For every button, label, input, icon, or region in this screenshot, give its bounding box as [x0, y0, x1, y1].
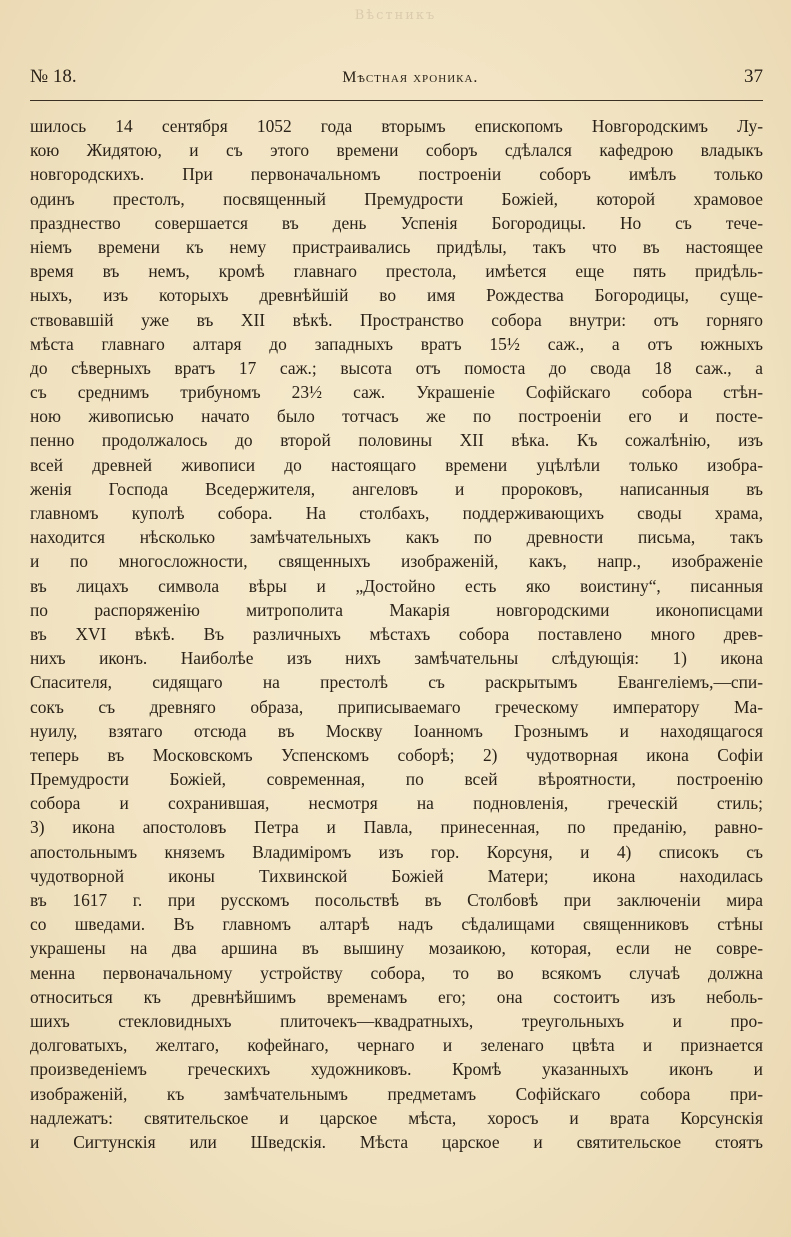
header-rule [30, 100, 763, 101]
text-line: въ XVI вѣкѣ. Въ различныхъ мѣстахъ собора поставлено много древ- [30, 623, 763, 644]
text-line: всей древней живописи до настоящаго времени уцѣлѣли только изобра- [30, 454, 763, 475]
text-line: и Сигтунскія или Шведскія. Мѣста царское и святительское стоятъ [30, 1131, 763, 1152]
text-line: мѣста главнаго алтаря до западныхъ вратъ 15½ саж., а отъ южныхъ [30, 333, 763, 354]
text-line: и по многосложности, священныхъ изображеній, какъ, напр., изображеніе [30, 551, 763, 572]
text-line: надлежатъ: святительское и царское мѣста, хоросъ и врата Корсунскія [30, 1107, 763, 1128]
text-line: женія Господа Вседержителя, ангеловъ и пророковъ, написанныя въ [30, 478, 763, 499]
bleed-through-text: Вѣстникъ [354, 8, 437, 23]
text-line: до сѣверныхъ вратъ 17 саж.; высота отъ помоста до свода 18 саж., а [30, 357, 763, 378]
text-line: 3) икона апостоловъ Петра и Павла, принесенная, по преданію, равно- [30, 817, 763, 838]
text-line: апостольнымъ княземъ Владиміромъ изъ гор. Корсуня, и 4) списокъ съ [30, 841, 763, 862]
text-line: украшены на два аршина въ вышину мозаикою, которая, если не совре- [30, 938, 763, 959]
text-line: по распоряженію митрополита Макарія новгородскими иконописцами [30, 599, 763, 620]
text-line: со шведами. Въ главномъ алтарѣ надъ сѣдалищами священниковъ стѣны [30, 914, 763, 935]
text-line: собора и сохранившая, несмотря на подновленія, греческій стиль; [30, 793, 763, 814]
text-line: произведеніемъ греческихъ художниковъ. Кромѣ указанныхъ иконъ и [30, 1059, 763, 1080]
text-line: нуилу, взятаго отсюда въ Москву Іоанномъ Грознымъ и находящагося [30, 720, 763, 741]
text-line: теперь въ Московскомъ Успенскомъ соборѣ; 2) чудотворная икона Софіи [30, 744, 763, 765]
text-line: главномъ куполѣ собора. На столбахъ, поддерживающихъ своды храма, [30, 503, 763, 523]
issue-number: № 18. [30, 66, 77, 87]
text-line: нихъ иконъ. Наиболѣе изъ нихъ замѣчательны слѣдующія: 1) икона [30, 648, 763, 669]
running-header [30, 66, 763, 96]
text-line: Премудрости Божіей, современная, по всей вѣроятности, построенію [30, 769, 763, 790]
text-line: находится нѣсколько замѣчательныхъ какъ по древности письма, такъ [30, 527, 763, 548]
text-line: долговатыхъ, желтаго, кофейнаго, чернаго и зеленаго цвѣта и признается [30, 1035, 763, 1056]
text-line: одинъ престолъ, посвященный Премудрости Божіей, которой храмовое [30, 188, 763, 209]
text-line: новгородскихъ. При первоначальномъ построеніи соборъ имѣлъ только [30, 164, 763, 185]
text-line: сокъ съ древняго образа, приписываемаго греческому императору Ма- [30, 696, 763, 717]
text-line: въ 1617 г. при русскомъ посольствѣ въ Столбовѣ при заключеніи мира [30, 890, 763, 910]
text-line: относиться къ древнѣйшимъ временамъ его; она состоитъ изъ неболь- [30, 986, 763, 1007]
text-line: менна первоначальному устройству собора, то во всякомъ случаѣ должна [30, 962, 763, 983]
text-line: ніемъ времени къ нему пристраивались придѣлы, такъ что въ настоящее [30, 236, 763, 257]
text-line: въ лицахъ символа вѣры и „Достойно есть яко воистину“, писанныя [30, 575, 763, 596]
text-line: шилось 14 сентября 1052 года вторымъ епископомъ Новгородскимъ Лу- [30, 116, 763, 136]
section-title: Мѣстная хроника. [342, 69, 479, 86]
page-number: 37 [744, 66, 763, 87]
body-text [30, 114, 763, 1154]
text-line: ныхъ, изъ которыхъ древнѣйшій во имя Рождества Богородицы, суще- [30, 285, 763, 306]
text-line: празднество совершается въ день Успенія Богородицы. Но съ тече- [30, 212, 763, 233]
text-line: шихъ стекловидныхъ плиточекъ—квадратныхъ, треугольныхъ и про- [30, 1010, 763, 1031]
text-line: пенно продолжалось до второй половины XII вѣка. Къ сожалѣнію, изъ [30, 430, 763, 451]
text-line: ствовавшій уже въ XII вѣкѣ. Пространство собора внутри: отъ горняго [30, 309, 763, 330]
text-line: время въ немъ, кромѣ главнаго престола, имѣется еще пять придѣль- [30, 261, 763, 282]
text-line: чудотворной иконы Тихвинской Божіей Матери; икона находилась [30, 865, 763, 886]
text-line: съ среднимъ трибуномъ 23½ саж. Украшеніе Софійскаго собора стѣн- [30, 382, 763, 403]
text-line: изображеній, къ замѣчательнымъ предметамъ Софійскаго собора при- [30, 1083, 763, 1104]
text-line: ною живописью начато было тотчасъ же по построеніи его и посте- [30, 406, 763, 427]
text-line: кою Жидятою, и съ этого времени соборъ сдѣлался кафедрою владыкъ [30, 140, 763, 161]
text-line: Спасителя, сидящаго на престолѣ съ раскрытымъ Евангеліемъ,—спи- [30, 672, 763, 693]
